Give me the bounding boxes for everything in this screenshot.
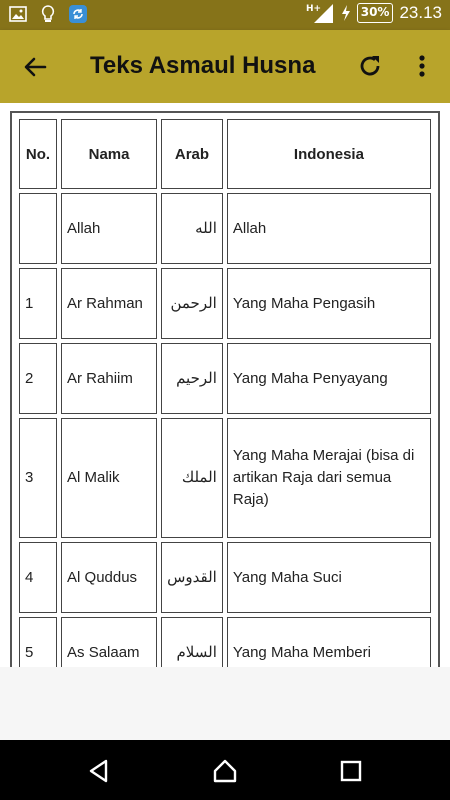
cell-indonesia: Yang Maha Penyayang [227,343,431,414]
table-row [19,542,431,613]
cell-nama: Allah [61,193,157,264]
cell-no: 3 [19,418,57,538]
table-row [19,343,431,414]
cell-indonesia: Yang Maha Merajai (bisa di artikan Raja dari semua Raja) [227,418,431,538]
nav-home-button[interactable] [212,758,238,784]
lightbulb-icon [38,4,58,24]
cell-arab: الرحيم [161,343,223,414]
table-row [19,617,431,667]
cell-arab: القدوس [161,542,223,613]
cell-nama: Ar Rahman [61,268,157,339]
svg-text:H+: H+ [305,4,321,14]
clock: 23.13 [399,3,442,22]
cell-indonesia: Allah [227,193,431,264]
ad-placeholder [0,667,450,740]
cell-no [19,193,57,264]
battery-charging-icon [341,3,351,23]
cell-arab: الملك [161,418,223,538]
battery-level: 30% [357,3,394,23]
cell-indonesia: Yang Maha Pengasih [227,268,431,339]
cell-no: 1 [19,268,57,339]
table-header-row [19,119,431,189]
cell-nama: Ar Rahiim [61,343,157,414]
content-webview[interactable] [0,103,450,667]
refresh-button[interactable] [356,52,384,80]
cell-no: 5 [19,617,57,667]
square-recents-icon [338,758,364,784]
refresh-icon [356,52,384,80]
more-vert-icon [410,52,434,82]
header-no: No. [19,119,57,189]
gallery-icon [8,4,28,24]
nav-back-button[interactable] [86,758,112,784]
cell-no: 4 [19,542,57,613]
back-button[interactable] [20,52,50,82]
header-indonesia: Indonesia [227,119,431,189]
asmaul-husna-table [15,115,435,667]
cell-arab: الله [161,193,223,264]
nav-recents-button[interactable] [338,758,364,784]
cell-nama: Al Quddus [61,542,157,613]
navigation-bar [0,740,450,800]
arrow-back-icon [20,52,50,82]
header-nama: Nama [61,119,157,189]
cell-nama: As Salaam [61,617,157,667]
status-bar [0,0,450,30]
table-row [19,418,431,538]
table-row [19,268,431,339]
page-title: Teks Asmaul Husna [90,52,316,79]
cell-indonesia: Yang Maha Suci [227,542,431,613]
cell-arab: السلام [161,617,223,667]
triangle-back-icon [86,758,112,784]
sync-app-icon [68,4,88,24]
cell-arab: الرحمن [161,268,223,339]
cell-no: 2 [19,343,57,414]
signal-icon [305,3,335,23]
header-arab: Arab [161,119,223,189]
cell-nama: Al Malik [61,418,157,538]
table-row [19,193,431,264]
app-bar [0,30,450,103]
home-icon [212,758,238,784]
overflow-menu-button[interactable] [410,52,434,82]
cell-indonesia: Yang Maha Memberi [227,617,431,667]
